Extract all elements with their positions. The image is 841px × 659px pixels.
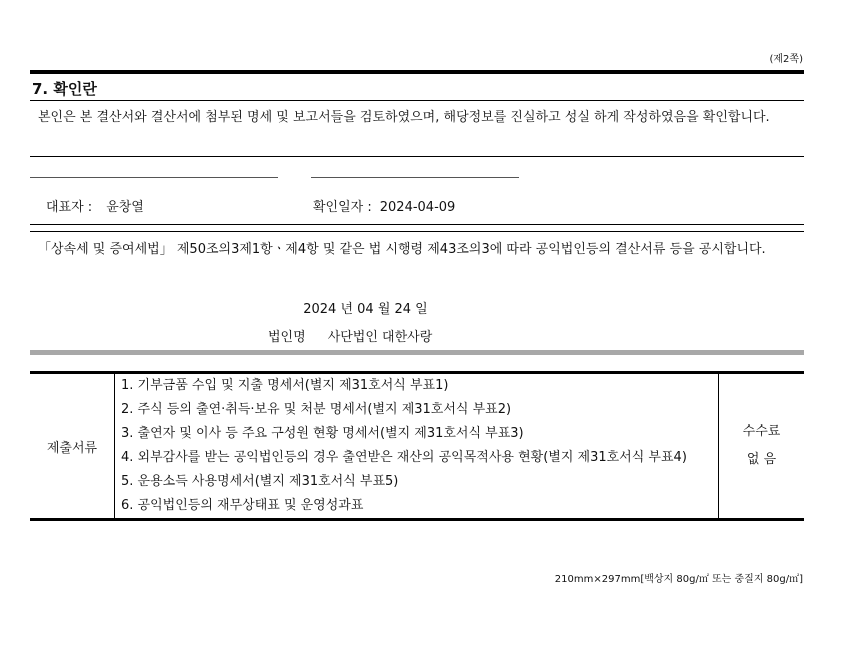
representative-name: 윤창열 <box>106 200 144 215</box>
signature-line-date <box>311 177 519 178</box>
document-item: 4. 외부감사를 받는 공익법인등의 경우 출연받은 재산의 공익목적사용 현황(별지 제31호서식 부표4) <box>121 450 687 465</box>
confirmation-date <box>313 196 455 215</box>
signature-divider-bottom <box>30 231 804 232</box>
documents-label: 제출서류 <box>30 373 115 520</box>
section-divider <box>30 100 804 101</box>
notice-date: 2024 년 04 월 24 일 <box>303 302 428 317</box>
date-value: 2024-04-09 <box>379 200 456 215</box>
signature-divider-top <box>30 224 804 225</box>
corporation-name: 사단법인 대한사랑 <box>327 330 433 345</box>
document-item: 5. 운용소득 사용명세서(별지 제31호서식 부표5) <box>121 474 399 489</box>
confirmation-divider <box>30 156 804 157</box>
document-item: 2. 주식 등의 출연·취득·보유 및 처분 명세서(별지 제31호서식 부표2) <box>121 402 512 417</box>
section-title: 7. 확인란 <box>32 80 97 98</box>
representative-label: 대표자 : <box>46 200 93 215</box>
page-number: (제2쪽) <box>769 54 803 65</box>
gray-separator <box>30 350 804 355</box>
date-label: 확인일자 : <box>313 200 372 215</box>
signature-line-representative <box>30 177 278 178</box>
fee-cell <box>719 373 805 520</box>
fee-label: 수수료 <box>742 424 781 439</box>
confirmation-text: 본인은 본 결산서와 결산서에 첨부된 명세 및 보고서들을 검토하였으며, 해당정보를 진실하고 성실 하게 작성하였음을 확인합니다. <box>38 110 770 125</box>
documents-list <box>115 373 719 520</box>
top-rule <box>30 70 804 74</box>
corporation <box>268 326 432 345</box>
disclosure-notice: 「상속세 및 증여세법」 제50조의3제1항ㆍ제4항 및 같은 법 시행령 제43조의3에 따라 공익법인등의 결산서류 등을 공시합니다. <box>38 242 766 257</box>
paper-spec: 210mm×297mm[백상지 80g/㎡ 또는 중질지 80g/㎡] <box>554 574 803 585</box>
submission-documents-table <box>30 371 804 521</box>
document-item: 6. 공익법인등의 재무상태표 및 운영성과표 <box>121 498 364 513</box>
representative <box>46 196 144 215</box>
document-item: 3. 출연자 및 이사 등 주요 구성원 현황 명세서(별지 제31호서식 부표3) <box>121 426 524 441</box>
fee-value: 없 음 <box>746 452 777 467</box>
document-item: 1. 기부금품 수입 및 지출 명세서(별지 제31호서식 부표1) <box>121 378 449 393</box>
corporation-label: 법인명 <box>268 330 306 345</box>
